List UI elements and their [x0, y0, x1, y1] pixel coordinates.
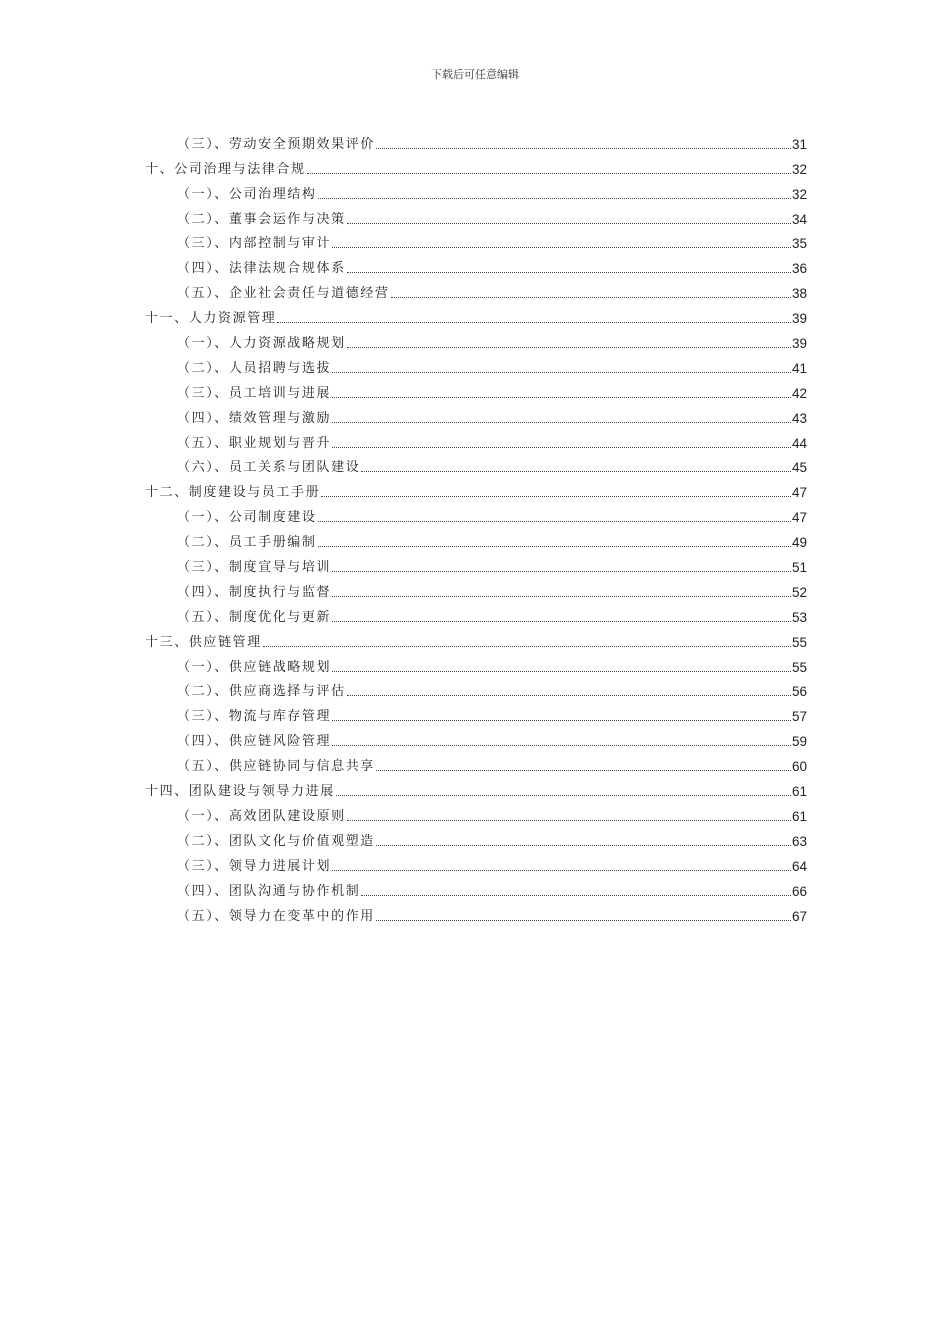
toc-entry-label: 十四、团队建设与领导力进展 [145, 784, 335, 800]
toc-dot-leader [332, 621, 791, 622]
toc-entry-page-number: 41 [791, 360, 807, 376]
toc-entry-page-number: 61 [791, 784, 807, 800]
toc-dot-leader [347, 347, 791, 348]
toc-entry[interactable] [145, 326, 807, 351]
toc-dot-leader [307, 173, 791, 174]
toc-entry-label: （三）、员工培训与进展 [177, 385, 332, 401]
toc-entry-label: （四）、供应链风险管理 [177, 734, 332, 750]
toc-entry[interactable] [145, 600, 807, 625]
toc-entry-label: 十二、制度建设与员工手册 [145, 485, 321, 501]
toc-entry-label: （一）、公司制度建设 [177, 510, 317, 526]
toc-entry-label: （一）、人力资源战略规划 [177, 336, 346, 352]
toc-entry[interactable] [145, 500, 807, 525]
toc-dot-leader [318, 198, 791, 199]
toc-entry-page-number: 47 [791, 485, 807, 501]
toc-entry-page-number: 67 [791, 908, 807, 924]
toc-entry[interactable] [145, 774, 807, 799]
toc-entry[interactable] [145, 650, 807, 675]
toc-entry-label: （一）、公司治理结构 [177, 186, 317, 202]
toc-entry-page-number: 39 [791, 311, 807, 327]
toc-entry[interactable] [145, 575, 807, 600]
toc-dot-leader [321, 496, 791, 497]
toc-dot-leader [332, 397, 791, 398]
toc-entry-label: 十一、人力资源管理 [145, 311, 277, 327]
toc-entry-page-number: 39 [791, 336, 807, 352]
toc-entry[interactable] [145, 724, 807, 749]
toc-entry-label: 十、公司治理与法律合规 [145, 161, 306, 177]
toc-entry-label: （二）、团队文化与价值观塑造 [177, 833, 375, 849]
toc-entry[interactable] [145, 874, 807, 899]
toc-entry[interactable] [145, 376, 807, 401]
toc-entry-label: （六）、员工关系与团队建设 [177, 460, 361, 476]
toc-entry-label: （五）、制度优化与更新 [177, 609, 332, 625]
toc-entry[interactable] [145, 550, 807, 575]
toc-dot-leader [332, 372, 791, 373]
toc-entry[interactable] [145, 177, 807, 202]
toc-entry-page-number: 57 [791, 709, 807, 725]
toc-entry[interactable] [145, 301, 807, 326]
toc-dot-leader [332, 870, 791, 871]
toc-dot-leader [332, 247, 791, 248]
toc-entry-page-number: 66 [791, 883, 807, 899]
toc-dot-leader [336, 795, 791, 796]
toc-dot-leader [347, 820, 791, 821]
toc-entry-page-number: 60 [791, 759, 807, 775]
toc-entry[interactable] [145, 202, 807, 227]
toc-entry-page-number: 51 [791, 560, 807, 576]
toc-entry-page-number: 56 [791, 684, 807, 700]
toc-dot-leader [347, 272, 791, 273]
toc-entry-label: （四）、绩效管理与激励 [177, 410, 332, 426]
page-header: 下载后可任意编辑 [431, 68, 519, 81]
toc-entry-page-number: 44 [791, 435, 807, 451]
toc-entry-page-number: 32 [791, 186, 807, 202]
toc-entry-page-number: 38 [791, 286, 807, 302]
toc-entry-label: （五）、领导力在变革中的作用 [177, 908, 375, 924]
toc-entry-label: （二）、员工手册编制 [177, 535, 317, 551]
toc-dot-leader [332, 596, 791, 597]
toc-entry-label: （三）、物流与库存管理 [177, 709, 332, 725]
toc-entry-label: （三）、制度宣导与培训 [177, 560, 332, 576]
toc-entry[interactable] [145, 227, 807, 252]
toc-entry-label: （四）、法律法规合规体系 [177, 261, 346, 277]
toc-entry[interactable] [145, 401, 807, 426]
toc-entry[interactable] [145, 849, 807, 874]
toc-dot-leader [277, 322, 791, 323]
toc-entry[interactable] [145, 451, 807, 476]
toc-dot-leader [263, 646, 791, 647]
toc-entry-label: （二）、人员招聘与选拔 [177, 360, 332, 376]
toc-entry-page-number: 61 [791, 808, 807, 824]
toc-entry-label: （二）、董事会运作与决策 [177, 211, 346, 227]
toc-dot-leader [332, 671, 791, 672]
toc-dot-leader [318, 546, 791, 547]
toc-dot-leader [332, 745, 791, 746]
toc-dot-leader [376, 770, 791, 771]
toc-dot-leader [347, 223, 791, 224]
toc-dot-leader [376, 845, 791, 846]
toc-entry-page-number: 45 [791, 460, 807, 476]
toc-entry[interactable] [145, 824, 807, 849]
toc-entry-page-number: 55 [791, 659, 807, 675]
toc-dot-leader [347, 695, 791, 696]
toc-entry[interactable] [145, 899, 807, 924]
toc-entry-label: （四）、制度执行与监督 [177, 584, 332, 600]
toc-dot-leader [332, 447, 791, 448]
toc-entry-page-number: 34 [791, 211, 807, 227]
toc-entry[interactable] [145, 749, 807, 774]
toc-entry[interactable] [145, 699, 807, 724]
toc-entry[interactable] [145, 251, 807, 276]
toc-entry[interactable] [145, 351, 807, 376]
toc-entry-label: （一）、高效团队建设原则 [177, 808, 346, 824]
toc-entry-page-number: 64 [791, 858, 807, 874]
toc-entry[interactable] [145, 525, 807, 550]
toc-entry-label: （三）、领导力进展计划 [177, 858, 332, 874]
toc-dot-leader [332, 720, 791, 721]
toc-entry[interactable] [145, 475, 807, 500]
toc-entry-page-number: 63 [791, 833, 807, 849]
table-of-contents [145, 127, 807, 924]
toc-entry-page-number: 52 [791, 584, 807, 600]
toc-dot-leader [376, 148, 791, 149]
toc-dot-leader [376, 920, 791, 921]
toc-entry[interactable] [145, 152, 807, 177]
toc-entry[interactable] [145, 276, 807, 301]
toc-entry-page-number: 43 [791, 410, 807, 426]
toc-entry[interactable] [145, 625, 807, 650]
toc-entry[interactable] [145, 799, 807, 824]
toc-entry-page-number: 49 [791, 535, 807, 551]
toc-entry-label: 十三、供应链管理 [145, 634, 262, 650]
toc-entry[interactable] [145, 426, 807, 451]
toc-entry-page-number: 47 [791, 510, 807, 526]
toc-dot-leader [318, 521, 791, 522]
toc-entry-page-number: 35 [791, 236, 807, 252]
toc-entry-page-number: 31 [791, 136, 807, 152]
toc-dot-leader [332, 571, 791, 572]
toc-entry-page-number: 36 [791, 261, 807, 277]
toc-entry-page-number: 53 [791, 609, 807, 625]
toc-entry-page-number: 55 [791, 634, 807, 650]
toc-entry[interactable] [145, 675, 807, 700]
toc-entry-label: （三）、劳动安全预期效果评价 [177, 136, 375, 152]
toc-entry-page-number: 59 [791, 734, 807, 750]
toc-entry[interactable] [145, 127, 807, 152]
toc-dot-leader [361, 895, 791, 896]
toc-entry-label: （三）、内部控制与审计 [177, 236, 332, 252]
toc-dot-leader [332, 422, 791, 423]
toc-dot-leader [391, 297, 791, 298]
toc-entry-label: （五）、企业社会责任与道德经营 [177, 286, 390, 302]
toc-entry-label: （五）、职业规划与晋升 [177, 435, 332, 451]
toc-entry-label: （一）、供应链战略规划 [177, 659, 332, 675]
toc-entry-label: （五）、供应链协同与信息共享 [177, 759, 375, 775]
toc-dot-leader [361, 471, 791, 472]
toc-entry-label: （四）、团队沟通与协作机制 [177, 883, 361, 899]
toc-entry-label: （二）、供应商选择与评估 [177, 684, 346, 700]
toc-entry-page-number: 32 [791, 161, 807, 177]
toc-entry-page-number: 42 [791, 385, 807, 401]
